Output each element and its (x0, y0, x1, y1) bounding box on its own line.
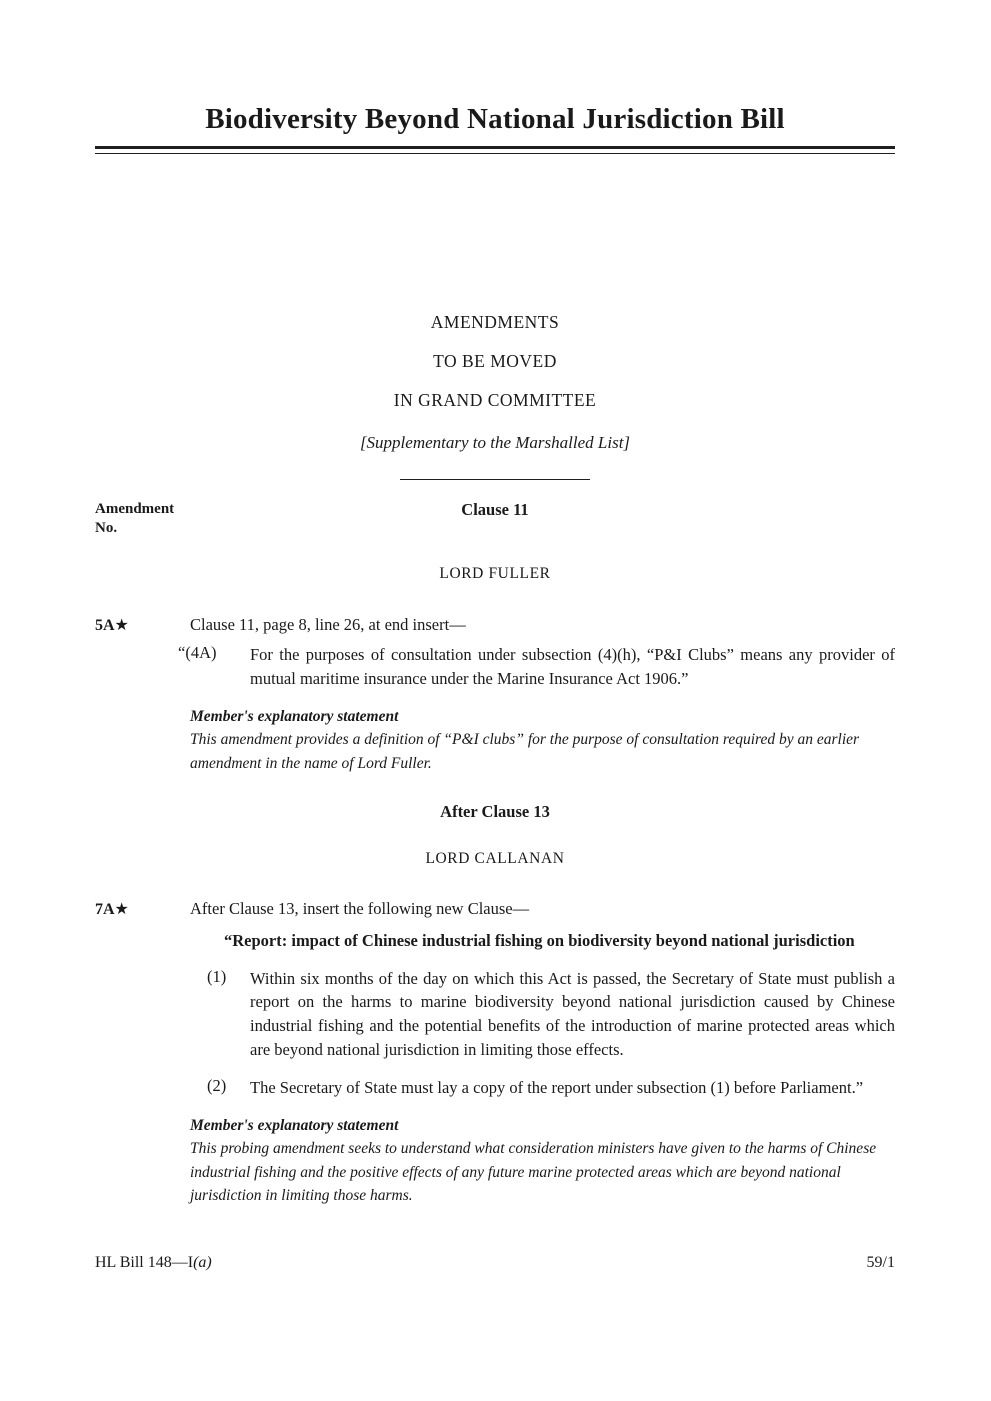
subsection-1-number: (1) (207, 966, 227, 986)
footer-page-number: 59/1 (866, 1254, 895, 1271)
inserted-subsection-label: “(4A) (178, 642, 217, 662)
heading-line-amendments: AMENDMENTS (430, 311, 560, 332)
inserted-subsection-text: For the purposes of consultation under subsection (4)(h), “P&I Clubs” means any provider of mutual maritime insurance under the Marine Insurance Act 1906.” (250, 644, 895, 688)
amendment-5a-row (95, 615, 895, 635)
new-clause-title: “Report: impact of Chinese industrial fishing on biodiversity beyond national jurisdiction (224, 931, 855, 951)
title-divider (95, 146, 895, 154)
mover-lord-callanan: LORD CALLANAN (425, 849, 565, 867)
amendment-no-label (95, 500, 174, 538)
clause-11-heading: Clause 11 (461, 499, 529, 519)
footer-bill-reference-main: HL Bill 148—I (95, 1254, 194, 1271)
amendment-7a-number: 7A★ (95, 901, 129, 919)
subsection-1-text: Within six months of the day on which this Act is passed, the Secretary of State must publish a report on the harms to marine biodiversity beyond national jurisdiction caused by Chinese industrial fishing and the potential benefits of the introduction of marine protected areas which are beyond national jurisdiction in limiting those effects. (250, 968, 895, 1059)
explanatory-statement-heading: Member's explanatory statement (190, 708, 399, 726)
page-title: Biodiversity Beyond National Jurisdiction Bill (205, 103, 785, 135)
heading-line-committee: IN GRAND COMMITTEE (393, 389, 597, 410)
amendment-7a-row (95, 899, 895, 919)
page-footer (95, 1254, 895, 1272)
amendment-no-label-line2: No. (95, 519, 118, 536)
footer-bill-reference (95, 1254, 212, 1272)
heading-line-to-be-moved: TO BE MOVED (433, 350, 557, 371)
subsection-2-text: The Secretary of State must lay a copy of the report under subsection (1) before Parliament.” (250, 1077, 864, 1097)
mover-lord-fuller: LORD FULLER (439, 565, 551, 583)
amendment-5a-number: 5A★ (95, 616, 129, 634)
clause-11-header-row (95, 500, 895, 538)
new-clause-subsection-1 (207, 967, 895, 1062)
footer-bill-reference-suffix: (a) (193, 1254, 212, 1271)
explanatory-statement-text: This amendment provides a definition of “P&I clubs” for the purpose of consultation required by an earlier amendment in the name of Lord Fuller. (190, 731, 860, 772)
amendments-heading-block (95, 312, 895, 453)
amendment-5a-instruction: Clause 11, page 8, line 26, at end insert— (190, 614, 466, 634)
amendment-7a-instruction: After Clause 13, insert the following new Clause— (190, 899, 530, 919)
amendment-no-label-line1: Amendment (95, 500, 175, 517)
document-content (0, 102, 991, 1207)
section-divider (400, 479, 590, 480)
amendment-5a-explanatory (190, 708, 895, 775)
amendment-7a-explanatory (190, 1117, 895, 1207)
explanatory-statement-text-2: This probing amendment seeks to understand what consideration ministers have given to the harms of Chinese industrial fishing and the positive effects of any future marine protected areas which are beyond national jurisdiction in limiting those harms. (190, 1140, 877, 1204)
new-clause-subsection-2 (207, 1076, 895, 1100)
after-clause-13-heading: After Clause 13 (440, 801, 550, 821)
subsection-2-number: (2) (207, 1075, 227, 1095)
amendment-5a-inserted-subsection (178, 643, 895, 691)
marshalled-list-subtitle: [Supplementary to the Marshalled List] (359, 432, 631, 452)
explanatory-statement-heading-2: Member's explanatory statement (190, 1117, 399, 1135)
